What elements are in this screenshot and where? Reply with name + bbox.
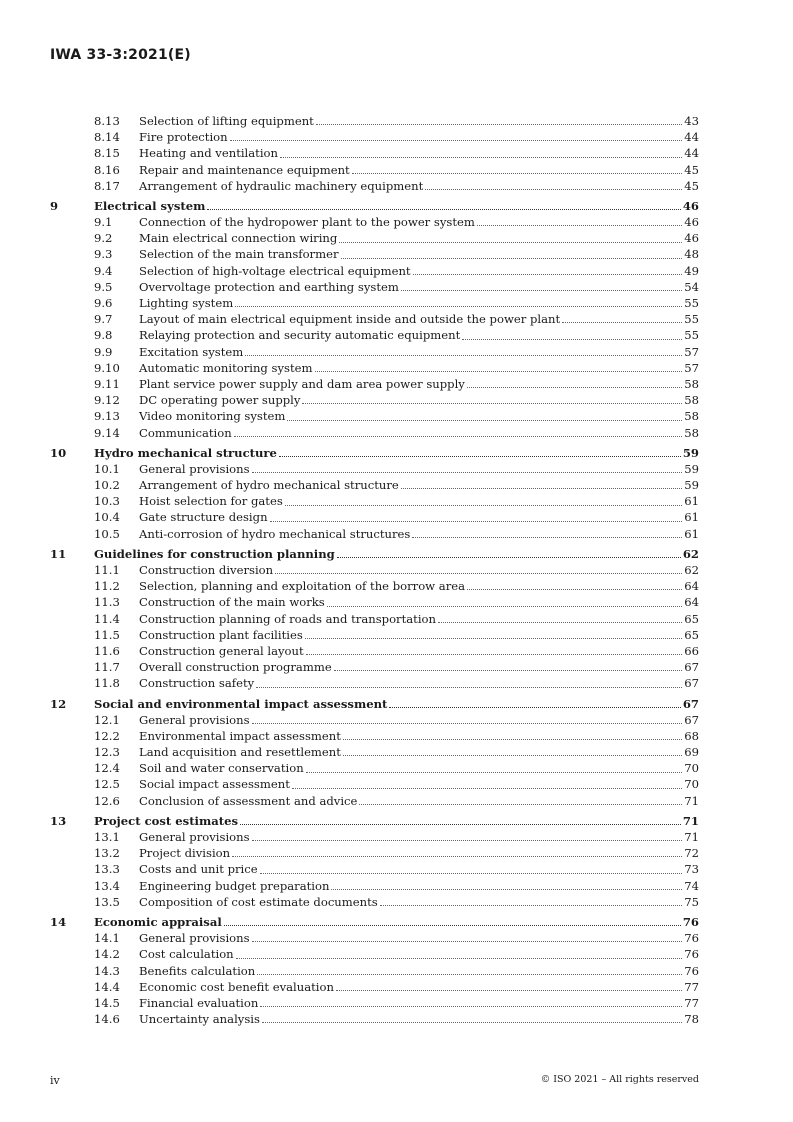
toc-entry-title: Arrangement of hydro mechanical structure — [139, 478, 399, 493]
toc-entry[interactable] — [50, 829, 699, 845]
dot-leader — [477, 225, 682, 226]
toc-page-number: 58 — [684, 425, 699, 440]
toc-entry-number: 11.8 — [94, 676, 120, 691]
dot-leader — [331, 889, 682, 890]
toc-page-number: 49 — [684, 263, 699, 278]
dot-leader — [341, 258, 683, 259]
toc-entry[interactable] — [50, 979, 699, 995]
toc-entry-title: Construction planning of roads and transportation — [139, 611, 436, 626]
toc-entry-title: Video monitoring system — [139, 409, 286, 424]
toc-entry[interactable] — [50, 946, 699, 962]
toc-entry-number: 10.5 — [94, 526, 120, 541]
toc-entry-title: General provisions — [139, 830, 250, 845]
toc-section-number: 9 — [50, 198, 59, 213]
toc-section-number: 12 — [50, 696, 67, 711]
toc-page-number: 46 — [684, 215, 699, 230]
dot-leader — [287, 420, 682, 421]
toc-page-number: 59 — [684, 461, 699, 476]
toc-entry-number: 14.3 — [94, 963, 120, 978]
toc-section-block — [50, 445, 699, 542]
toc-entry-title: Anti-corrosion of hydro mechanical structures — [139, 526, 411, 541]
toc-entry[interactable] — [50, 295, 699, 311]
toc-page-number: 76 — [682, 914, 699, 929]
toc-entry-number: 11.4 — [94, 611, 120, 626]
toc-entry-number: 9.7 — [94, 312, 113, 327]
toc-section-block — [50, 696, 699, 809]
toc-entry[interactable] — [50, 627, 699, 643]
toc-page-number: 55 — [684, 296, 699, 311]
toc-page-number: 44 — [684, 130, 699, 145]
toc-entry[interactable] — [50, 129, 699, 145]
dot-leader — [305, 638, 682, 639]
copyright-notice: © ISO 2021 – All rights reserved — [540, 1074, 699, 1085]
toc-section-number: 13 — [50, 813, 67, 828]
toc-section-title: Economic appraisal — [94, 914, 222, 929]
toc-entry-title: Selection of high-voltage electrical equipment — [139, 263, 411, 278]
dot-leader — [315, 371, 683, 372]
toc-page-number: 61 — [684, 510, 699, 525]
dot-leader — [252, 941, 683, 942]
toc-entry-title: Composition of cost estimate documents — [139, 894, 378, 909]
dot-leader — [306, 654, 683, 655]
toc-page-number: 62 — [682, 546, 699, 561]
toc-page-number: 59 — [684, 478, 699, 493]
dot-leader — [438, 622, 682, 623]
toc-page-number: 58 — [684, 376, 699, 391]
toc-entry-title: Costs and unit price — [139, 862, 258, 877]
toc-entry[interactable] — [50, 493, 699, 509]
toc-entry-number: 10.4 — [94, 510, 120, 525]
toc-page-number: 71 — [682, 813, 699, 828]
dot-leader — [257, 974, 682, 975]
dot-leader — [389, 707, 680, 708]
toc-entry-title: Financial evaluation — [139, 995, 259, 1010]
dot-leader — [275, 573, 682, 574]
toc-page-number: 57 — [684, 360, 699, 375]
toc-page-number: 46 — [682, 198, 699, 213]
dot-leader — [234, 436, 683, 437]
toc-entry[interactable] — [50, 360, 699, 376]
toc-entry-title: General provisions — [139, 461, 250, 476]
toc-entry-title: Arrangement of hydraulic machinery equipment — [139, 178, 424, 193]
toc-entry-number: 14.2 — [94, 947, 120, 962]
toc-entry-number: 11.7 — [94, 660, 120, 675]
toc-page-number: 74 — [684, 878, 699, 893]
toc-entry-title: Construction of the main works — [139, 595, 325, 610]
dot-leader — [380, 905, 683, 906]
toc-section-block — [50, 198, 699, 441]
toc-entry-title: Conclusion of assessment and advice — [139, 793, 358, 808]
toc-entry-number: 8.16 — [94, 162, 120, 177]
toc-entry[interactable] — [50, 777, 699, 793]
dot-leader — [425, 189, 682, 190]
toc-entry-number: 9.12 — [94, 393, 120, 408]
toc-section-title: Project cost estimates — [94, 813, 238, 828]
document-id: IWA 33-3:2021(E) — [50, 47, 191, 63]
toc-entry-title: Selection of lifting equipment — [139, 113, 314, 128]
dot-leader — [240, 824, 681, 825]
toc-page-number: 65 — [684, 627, 699, 642]
toc-page-number: 67 — [684, 712, 699, 727]
toc-entry[interactable] — [50, 376, 699, 392]
toc-section-heading[interactable] — [50, 546, 699, 562]
toc-entry-number: 9.2 — [94, 231, 113, 246]
dot-leader — [235, 306, 682, 307]
toc-entry[interactable] — [50, 995, 699, 1011]
toc-entry[interactable] — [50, 178, 699, 194]
toc-entry-title: Economic cost benefit evaluation — [139, 979, 334, 994]
toc-entry-number: 9.13 — [94, 409, 120, 424]
toc-page-number: 73 — [684, 862, 699, 877]
toc-entry-title: Heating and ventilation — [139, 146, 278, 161]
toc-entry-title: Social impact assessment — [139, 777, 290, 792]
toc-entry-number: 11.1 — [94, 563, 120, 578]
toc-entry-number: 8.14 — [94, 130, 120, 145]
toc-section-heading[interactable] — [50, 696, 699, 712]
dot-leader — [339, 242, 682, 243]
toc-page-number: 59 — [682, 445, 699, 460]
toc-entry-number: 9.8 — [94, 328, 113, 343]
toc-entry-number: 8.17 — [94, 178, 120, 193]
dot-leader — [327, 606, 682, 607]
toc-page-number: 48 — [684, 247, 699, 262]
dot-leader — [467, 387, 682, 388]
toc-page-number: 75 — [684, 894, 699, 909]
toc-page-number: 70 — [684, 777, 699, 792]
toc-page-number: 45 — [684, 178, 699, 193]
toc-entry-number: 14.6 — [94, 1012, 120, 1027]
toc-entry[interactable] — [50, 311, 699, 327]
toc-page-number: 70 — [684, 761, 699, 776]
toc-entry-number: 9.6 — [94, 296, 113, 311]
toc-entry[interactable] — [50, 744, 699, 760]
toc-entry-title: Selection of the main transformer — [139, 247, 339, 262]
toc-section-title: Hydro mechanical structure — [94, 445, 277, 460]
table-of-contents — [50, 113, 699, 1027]
toc-page-number: 76 — [684, 947, 699, 962]
dot-leader — [412, 537, 682, 538]
toc-page-number: 55 — [684, 312, 699, 327]
toc-entry-title: Project division — [139, 846, 231, 861]
toc-page-number: 71 — [684, 793, 699, 808]
dot-leader — [262, 1022, 682, 1023]
toc-entry[interactable] — [50, 526, 699, 542]
toc-entry-number: 9.10 — [94, 360, 120, 375]
toc-page-number: 64 — [684, 579, 699, 594]
dot-leader — [359, 804, 682, 805]
toc-entry-number: 10.2 — [94, 478, 120, 493]
toc-continuation-block — [50, 113, 699, 194]
dot-leader — [401, 488, 683, 489]
toc-page-number: 77 — [684, 979, 699, 994]
dot-leader — [252, 840, 683, 841]
toc-entry-number: 10.3 — [94, 494, 120, 509]
toc-entry-title: Layout of main electrical equipment inside and outside the power plant — [139, 312, 561, 327]
dot-leader — [230, 140, 683, 141]
toc-entry[interactable] — [50, 392, 699, 408]
toc-entry[interactable] — [50, 930, 699, 946]
toc-entry-number: 12.1 — [94, 712, 120, 727]
toc-section-number: 14 — [50, 914, 67, 929]
toc-page-number: 61 — [684, 526, 699, 541]
dot-leader — [343, 755, 682, 756]
toc-page-number: 44 — [684, 146, 699, 161]
toc-entry-title: Selection, planning and exploitation of the borrow area — [139, 579, 466, 594]
toc-entry-title: Overall construction programme — [139, 660, 332, 675]
toc-entry-number: 9.1 — [94, 215, 113, 230]
toc-page-number: 71 — [684, 830, 699, 845]
toc-entry-number: 14.1 — [94, 931, 120, 946]
dot-leader — [260, 1006, 682, 1007]
toc-section-heading[interactable] — [50, 198, 699, 214]
toc-section-title: Guidelines for construction planning — [94, 546, 335, 561]
dot-leader — [279, 456, 681, 457]
toc-entry-title: Repair and maintenance equipment — [139, 162, 350, 177]
toc-entry[interactable] — [50, 113, 699, 129]
toc-entry[interactable] — [50, 712, 699, 728]
toc-entry-number: 9.4 — [94, 263, 113, 278]
dot-leader — [236, 958, 683, 959]
toc-page-number: 67 — [684, 676, 699, 691]
toc-entry-title: General provisions — [139, 931, 250, 946]
dot-leader — [462, 339, 682, 340]
toc-entry-number: 12.3 — [94, 745, 120, 760]
dot-leader — [467, 589, 682, 590]
toc-section-heading[interactable] — [50, 914, 699, 930]
dot-leader — [207, 209, 681, 210]
toc-section-heading[interactable] — [50, 445, 699, 461]
toc-entry[interactable] — [50, 279, 699, 295]
toc-entry[interactable] — [50, 344, 699, 360]
toc-section-title: Electrical system — [94, 198, 206, 213]
toc-page-number: 43 — [684, 113, 699, 128]
toc-section-heading[interactable] — [50, 813, 699, 829]
dot-leader — [252, 472, 683, 473]
toc-entry-title: Lighting system — [139, 296, 234, 311]
toc-entry[interactable] — [50, 963, 699, 979]
dot-leader — [224, 925, 681, 926]
toc-entry-title: Fire protection — [139, 130, 228, 145]
toc-entry-title: Environmental impact assessment — [139, 728, 341, 743]
dot-leader — [337, 557, 681, 558]
toc-entry[interactable] — [50, 408, 699, 424]
dot-leader — [316, 124, 682, 125]
dot-leader — [343, 739, 682, 740]
toc-entry[interactable] — [50, 562, 699, 578]
toc-entry[interactable] — [50, 263, 699, 279]
toc-entry[interactable] — [50, 247, 699, 263]
toc-entry-title: Cost calculation — [139, 947, 234, 962]
dot-leader — [260, 873, 683, 874]
toc-entry[interactable] — [50, 477, 699, 493]
toc-entry-number: 11.5 — [94, 627, 120, 642]
toc-entry[interactable] — [50, 728, 699, 744]
toc-entry-title: Gate structure design — [139, 510, 268, 525]
dot-leader — [334, 670, 683, 671]
toc-entry-number: 9.5 — [94, 279, 113, 294]
toc-page-number: 78 — [684, 1012, 699, 1027]
toc-entry-title: Uncertainty analysis — [139, 1012, 260, 1027]
toc-entry-title: Land acquisition and resettlement — [139, 745, 341, 760]
dot-leader — [352, 173, 683, 174]
toc-entry[interactable] — [50, 214, 699, 230]
toc-section-block — [50, 813, 699, 910]
toc-entry-title: Automatic monitoring system — [139, 360, 313, 375]
toc-entry-number: 12.2 — [94, 728, 120, 743]
toc-page-number: 54 — [684, 279, 699, 294]
toc-entry-number: 13.2 — [94, 846, 120, 861]
toc-entry[interactable] — [50, 878, 699, 894]
toc-entry[interactable] — [50, 594, 699, 610]
toc-entry-number: 13.4 — [94, 878, 120, 893]
toc-entry-number: 9.3 — [94, 247, 113, 262]
dot-leader — [256, 687, 682, 688]
toc-entry[interactable] — [50, 861, 699, 877]
dot-leader — [562, 322, 682, 323]
toc-entry[interactable] — [50, 1011, 699, 1027]
toc-entry-title: Excitation system — [139, 344, 244, 359]
toc-entry-title: Communication — [139, 425, 232, 440]
dot-leader — [306, 772, 683, 773]
toc-entry-title: Overvoltage protection and earthing system — [139, 279, 399, 294]
toc-entry-title: Hoist selection for gates — [139, 494, 283, 509]
toc-section-number: 11 — [50, 546, 67, 561]
toc-entry-number: 14.4 — [94, 979, 120, 994]
dot-leader — [413, 274, 683, 275]
toc-page-number: 66 — [684, 643, 699, 658]
dot-leader — [270, 521, 683, 522]
dot-leader — [292, 788, 682, 789]
dot-leader — [252, 723, 683, 724]
toc-entry[interactable] — [50, 162, 699, 178]
toc-section-block — [50, 546, 699, 692]
toc-entry-number: 13.1 — [94, 830, 120, 845]
toc-entry-number: 11.3 — [94, 595, 120, 610]
toc-entry[interactable] — [50, 425, 699, 441]
toc-entry-title: Connection of the hydropower plant to the power system — [139, 215, 475, 230]
toc-page-number: 77 — [684, 995, 699, 1010]
toc-section-title: Social and environmental impact assessment — [94, 696, 388, 711]
toc-page-number: 55 — [684, 328, 699, 343]
toc-entry-title: Construction safety — [139, 676, 255, 691]
toc-entry-number: 13.5 — [94, 894, 120, 909]
toc-entry[interactable] — [50, 675, 699, 691]
toc-entry[interactable] — [50, 659, 699, 675]
toc-entry[interactable] — [50, 643, 699, 659]
toc-entry-number: 11.2 — [94, 579, 120, 594]
toc-entry-number: 11.6 — [94, 643, 120, 658]
toc-entry-title: Relaying protection and security automatic equipment — [139, 328, 461, 343]
toc-entry[interactable] — [50, 145, 699, 161]
dot-leader — [280, 157, 682, 158]
toc-entry[interactable] — [50, 461, 699, 477]
toc-section-block — [50, 914, 699, 1027]
toc-entry-title: DC operating power supply — [139, 393, 301, 408]
toc-page-number: 67 — [684, 660, 699, 675]
toc-entry[interactable] — [50, 230, 699, 246]
toc-entry-title: Engineering budget preparation — [139, 878, 330, 893]
toc-section-number: 10 — [50, 445, 67, 460]
toc-page-number: 64 — [684, 595, 699, 610]
toc-entry-number: 13.3 — [94, 862, 120, 877]
toc-entry-title: Benefits calculation — [139, 963, 256, 978]
toc-entry-number: 12.6 — [94, 793, 120, 808]
toc-page-number: 61 — [684, 494, 699, 509]
toc-entry-number: 9.9 — [94, 344, 113, 359]
toc-entry[interactable] — [50, 327, 699, 343]
toc-page-number: 76 — [684, 963, 699, 978]
toc-entry-title: Construction diversion — [139, 563, 274, 578]
toc-entry[interactable] — [50, 578, 699, 594]
dot-leader — [285, 505, 682, 506]
toc-entry[interactable] — [50, 611, 699, 627]
toc-page-number: 62 — [684, 563, 699, 578]
toc-page-number: 69 — [684, 745, 699, 760]
toc-entry-title: Soil and water conservation — [139, 761, 304, 776]
toc-entry-title: General provisions — [139, 712, 250, 727]
toc-entry[interactable] — [50, 760, 699, 776]
toc-page-number: 65 — [684, 611, 699, 626]
dot-leader — [401, 290, 682, 291]
toc-entry-title: Construction general layout — [139, 643, 304, 658]
toc-page-number: 45 — [684, 162, 699, 177]
dot-leader — [302, 403, 682, 404]
toc-entry-number: 12.4 — [94, 761, 120, 776]
toc-page-number: 57 — [684, 344, 699, 359]
toc-entry-title: Main electrical connection wiring — [139, 231, 338, 246]
toc-page-number: 58 — [684, 393, 699, 408]
dot-leader — [232, 856, 682, 857]
toc-page-number: 67 — [682, 696, 699, 711]
dot-leader — [245, 355, 682, 356]
toc-entry-number: 12.5 — [94, 777, 120, 792]
toc-entry-number: 8.13 — [94, 113, 120, 128]
page-number: iv — [50, 1074, 60, 1087]
toc-entry[interactable] — [50, 845, 699, 861]
toc-entry-title: Construction plant facilities — [139, 627, 303, 642]
toc-entry[interactable] — [50, 510, 699, 526]
toc-entry-number: 8.15 — [94, 146, 120, 161]
toc-entry-number: 14.5 — [94, 995, 120, 1010]
dot-leader — [336, 990, 682, 991]
toc-page-number: 76 — [684, 931, 699, 946]
toc-page-number: 68 — [684, 728, 699, 743]
toc-entry-number: 9.11 — [94, 376, 120, 391]
toc-entry[interactable] — [50, 793, 699, 809]
toc-entry-number: 10.1 — [94, 461, 120, 476]
toc-page-number: 58 — [684, 409, 699, 424]
toc-page-number: 46 — [684, 231, 699, 246]
toc-entry-number: 9.14 — [94, 425, 120, 440]
toc-entry[interactable] — [50, 894, 699, 910]
toc-entry-title: Plant service power supply and dam area power supply — [139, 376, 465, 391]
toc-page-number: 72 — [684, 846, 699, 861]
